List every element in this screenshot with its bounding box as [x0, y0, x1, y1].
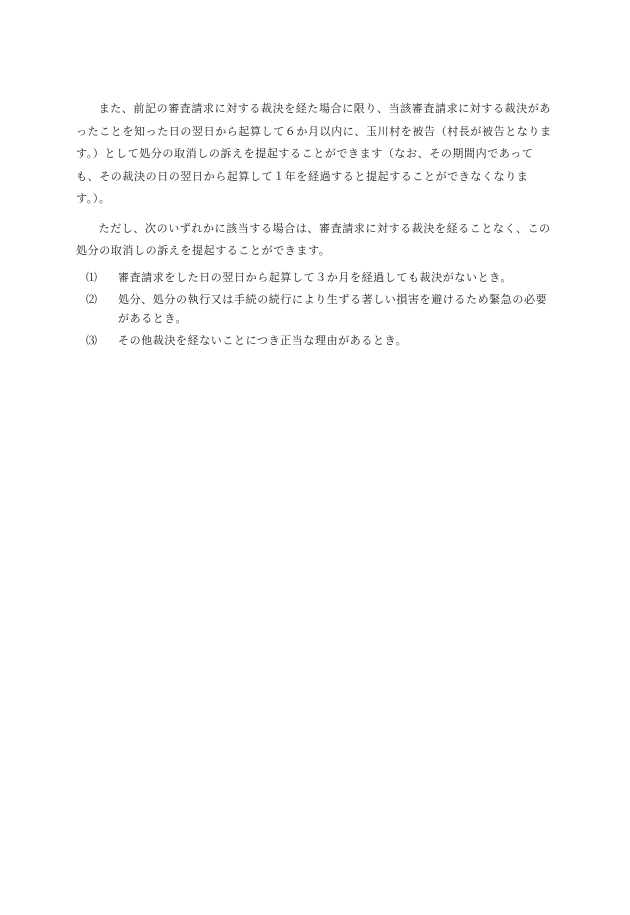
list-item-text: 処分、処分の執行又は手続の続行により生ずる著しい損害を避けるため緊急の必要があるとき。: [118, 293, 548, 325]
list-item-number: ⑵: [86, 293, 98, 306]
paragraph-exceptions-intro: ただし、次のいずれかに該当する場合は、審査請求に対する裁決を経ることなく、この処分の取消しの訴えを提起することができます。: [76, 221, 551, 257]
list-item-number: ⑶: [86, 334, 98, 347]
list-item-text: 審査請求をした日の翌日から起算して３か月を経過しても裁決がないとき。: [118, 270, 512, 284]
paragraph-lawsuit-deadline: また、前記の審査請求に対する裁決を経た場合に限り、当該審査請求に対する裁決があったことを知った日の翌日から起算して６か月以内に、玉川村を被告（村長が被告となります。）として処分の取消しの訴えを提起することができます（なお、その期間内であっても、その裁決の日の翌日から起算して１年を経過すると提起することができなくなります。）。: [76, 102, 552, 205]
exception-list: [76, 269, 556, 351]
document-body: [76, 98, 556, 355]
list-item: [76, 332, 556, 351]
list-item-number: ⑴: [86, 270, 98, 284]
list-item-text: その他裁決を経ないことにつき正当な理由があるとき。: [118, 334, 408, 347]
list-item: [76, 291, 556, 328]
list-item: [76, 269, 556, 288]
